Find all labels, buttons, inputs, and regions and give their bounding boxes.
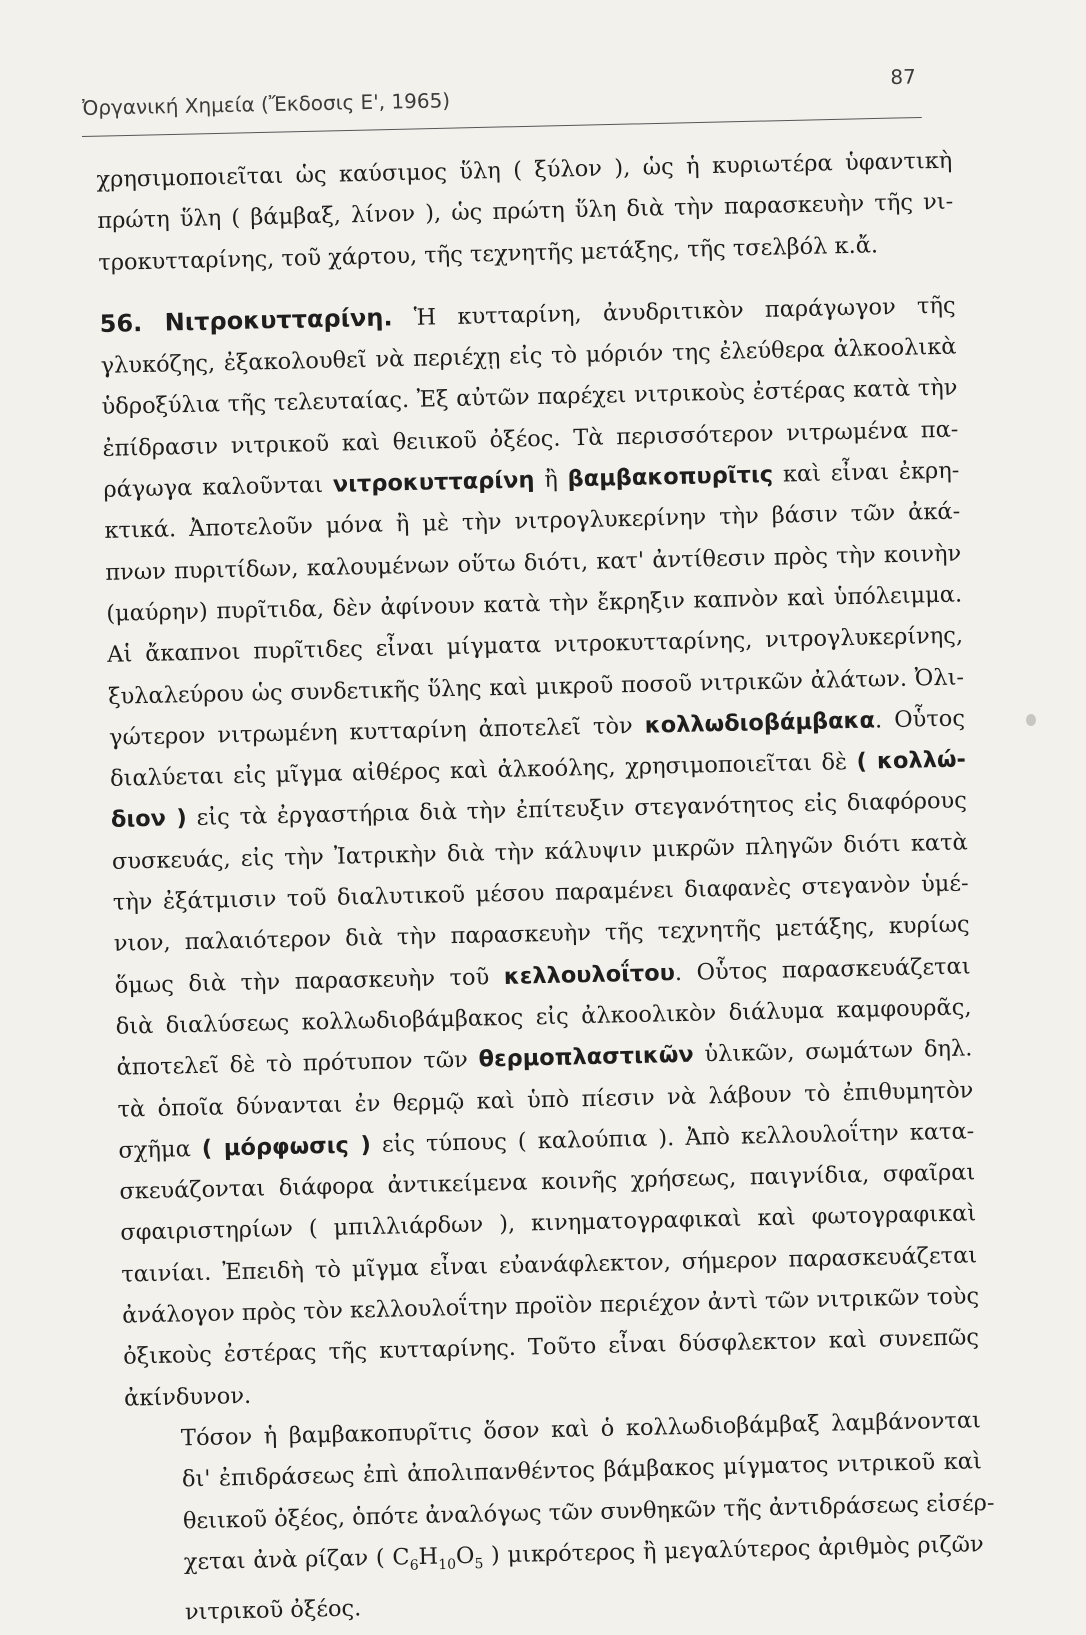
- text-line: νιτρικοῦ ὀξέος.: [184, 1594, 362, 1625]
- text-line: πνων πυριτίδων, καλουμένων οὕτω διότι, κατ' ἀντίθεσιν πρὸς τὴν κοινὴν: [105, 540, 962, 586]
- text-run: ὅμως διὰ τὴν παρασκευὴν τοῦ: [114, 963, 505, 999]
- formula-element: O: [455, 1542, 475, 1569]
- term-thermoplastics: θερμοπλαστικῶν: [478, 1041, 694, 1073]
- formula-element: C: [392, 1544, 410, 1571]
- term-guncotton: βαμβακοπυρῖτις: [567, 461, 774, 493]
- text-line: χρησιμοποιεῖται ὡς καύσιμος ὕλη ( ξύλον ), ὡς ἡ κυριωτέρα ὑφαντικὴ: [96, 147, 953, 193]
- term-moulding: ( μόρφωσις ): [201, 1131, 372, 1162]
- formula-element: H: [418, 1543, 439, 1570]
- text-run: ράγωγα καλοῦνται: [103, 471, 334, 503]
- text-line: ἀνάλογον πρὸς τὸν κελλουλοΐτην προϊὸν περιέχον ἀντὶ τῶν νιτρικῶν τοὺς: [121, 1283, 980, 1329]
- text-run: καὶ εἶναι ἐκρη-: [772, 457, 960, 488]
- text-line: νιον, παλαιότερον διὰ τὴν παρασκευὴν τῆς τεχνητῆς μετάξης, κυρίως: [113, 911, 970, 958]
- term-collodion-part2: διον ): [110, 805, 188, 834]
- section-56-paragraph: [99, 284, 980, 1419]
- text-line: κτικά. Ἀποτελοῦν μόνα ἢ μὲ τὴν νιτρογλυκερίνην τὴν βάσιν τῶν ἀκά-: [104, 498, 961, 545]
- text-run: ἀποτελεῖ δὲ τὸ πρότυπον τῶν: [116, 1046, 479, 1081]
- text-run: εἰς τύπους ( καλούπια ). Ἀπὸ κελλουλοΐτην κατα-: [370, 1118, 975, 1158]
- text-run: γώτερον νιτρωμένη κυτταρίνη ἀποτελεῖ τὸν: [108, 712, 646, 751]
- paper-smudge: [1026, 714, 1036, 726]
- term-collodion-part1: ( κολλώ-: [856, 746, 967, 776]
- formula-subscript: 6: [409, 1557, 419, 1574]
- running-header: [82, 64, 922, 120]
- book-title: Ὀργανική Χημεία (Ἔκδοσις Ε', 1965): [82, 88, 451, 120]
- text-line: ταινίαι. Ἐπειδὴ τὸ μῖγμα εἶναι εὐανάφλεκτον, σήμερον παρασκευάζεται: [120, 1242, 978, 1288]
- text-line: ἀκίνδυνον.: [123, 1382, 252, 1412]
- text-line: ὑδροξύλια τῆς τελευταίας. Ἐξ αὐτῶν παρέχει νιτρικοὺς ἐστέρας κατὰ τὴν: [101, 375, 958, 421]
- final-paragraph: [125, 1400, 995, 1634]
- text-line: ἐπίδρασιν νιτρικοῦ καὶ θειικοῦ ὀξέος. Τὰ περισσότερον νιτρωμένα πα-: [102, 416, 959, 462]
- text-line: Τόσον ἡ βαμβακοπυρῖτις ὅσον καὶ ὁ κολλωδιοβάμβαξ λαμβάνονται: [180, 1407, 982, 1452]
- text-line: δι' ἐπιδράσεως ἐπὶ ἀπολιπανθέντος βάμβακος μίγματος νιτρικοῦ καὶ: [181, 1448, 983, 1493]
- text-run: ἢ: [534, 466, 568, 494]
- text-line: σφαιριστηρίων ( μπιλλιάρδων ), κινηματογραφικαὶ καὶ φωτογραφικαὶ: [120, 1200, 977, 1247]
- text-line: ὀξικοὺς ἐστέρας τῆς κυτταρίνης. Τοῦτο εἶναι δύσφλεκτον καὶ συνεπῶς: [122, 1324, 980, 1371]
- text-run: χεται ἀνὰ ρίζαν (: [183, 1544, 393, 1576]
- body-text: [96, 141, 995, 1635]
- text-run: σχῆμα: [118, 1135, 203, 1164]
- text-line: θειικοῦ ὀξέος, ὁπότε ἀναλόγως τῶν συνθηκῶν τῆς ἀντιδράσεως εἰσέρ-: [182, 1489, 995, 1534]
- section-lead-text: Ἡ κυτταρίνη, ἀνυδριτικὸν παράγωγον τῆς: [392, 292, 956, 332]
- text-line: τροκυτταρίνης, τοῦ χάρτου, τῆς τεχνητῆς μετάξης, τῆς τσελβόλ κ.ἄ.: [98, 231, 879, 276]
- text-run: ὑλικῶν, σωμάτων δηλ.: [693, 1035, 973, 1068]
- term-collodion-cotton: κολλωδιοβάμβακα: [644, 707, 876, 739]
- text-line: τὴν ἐξάτμισιν τοῦ διαλυτικοῦ μέσου παραμένει διαφανὲς στεγανὸν ὑμέ-: [112, 870, 969, 916]
- section-heading: 56. Νιτροκυτταρίνη.: [99, 303, 393, 338]
- text-run: εἰς τὰ ἐργαστήρια διὰ τὴν ἐπίτευξιν στεγανότητος εἰς διαφόρους: [186, 787, 968, 832]
- formula-subscript: 10: [438, 1556, 457, 1573]
- text-run: διαλύεται εἰς μῖγμα αἰθέρος καὶ ἀλκοόλης, χρησιμοποιεῖται δὲ: [109, 749, 857, 792]
- page-number: 87: [890, 64, 917, 90]
- text-line: πρώτη ὕλη ( βάμβαξ, λίνον ), ὡς πρώτη ὕλη διὰ τὴν παρασκευὴν τῆς νι-: [97, 188, 954, 235]
- text-line: σκευάζονται διάφορα ἀντικείμενα κοινῆς χρήσεως, παιγνίδια, σφαῖραι: [119, 1159, 976, 1205]
- continuation-paragraph: [96, 141, 955, 284]
- formula-subscript: 5: [474, 1555, 484, 1573]
- header-rule: [82, 117, 922, 137]
- text-run: . Οὗτος παρασκευάζεται: [674, 953, 971, 986]
- text-line: γλυκόζης, ἐξακολουθεῖ νὰ περιέχῃ εἰς τὸ μόριόν της ἐλεύθερα ἀλκοολικὰ: [100, 333, 957, 380]
- text-line: ξυλαλεύρου ὡς συνδετικῆς ὕλης καὶ μικροῦ ποσοῦ νιτρικῶν ἀλάτων. Ὀλι-: [107, 664, 965, 710]
- term-celluloid: κελλουλοΐτου: [503, 959, 676, 990]
- text-line: διὰ διαλύσεως κολλωδιοβάμβακος εἰς ἀλκοολικὸν διάλυμα καμφουρᾶς,: [115, 994, 972, 1040]
- text-run: . Οὗτος: [874, 705, 966, 734]
- text-run: ) μικρότερος ἢ μεγαλύτερος ἀριθμὸς ριζῶν: [482, 1531, 984, 1569]
- term-nitrocellulose: νιτροκυτταρίνη: [332, 467, 535, 498]
- text-line: συσκευάς, εἰς τὴν Ἰατρικὴν διὰ τὴν κάλυψιν μικρῶν πληγῶν διότι κατὰ: [111, 829, 968, 875]
- text-line: Αἱ ἄκαπνοι πυρῖτιδες εἶναι μίγματα νιτροκυτταρίνης, νιτρογλυκερίνης,: [106, 622, 964, 669]
- text-line: τὰ ὁποῖα δύνανται ἐν θερμῷ καὶ ὑπὸ πίεσιν νὰ λάβουν τὸ ἐπιθυμητὸν: [117, 1076, 974, 1123]
- chemical-formula: [392, 1542, 484, 1574]
- text-line: (μαύρην) πυρῖτιδα, δὲν ἀφίνουν κατὰ τὴν ἔκρηξιν καπνὸν καὶ ὑπόλειμμα.: [106, 581, 963, 627]
